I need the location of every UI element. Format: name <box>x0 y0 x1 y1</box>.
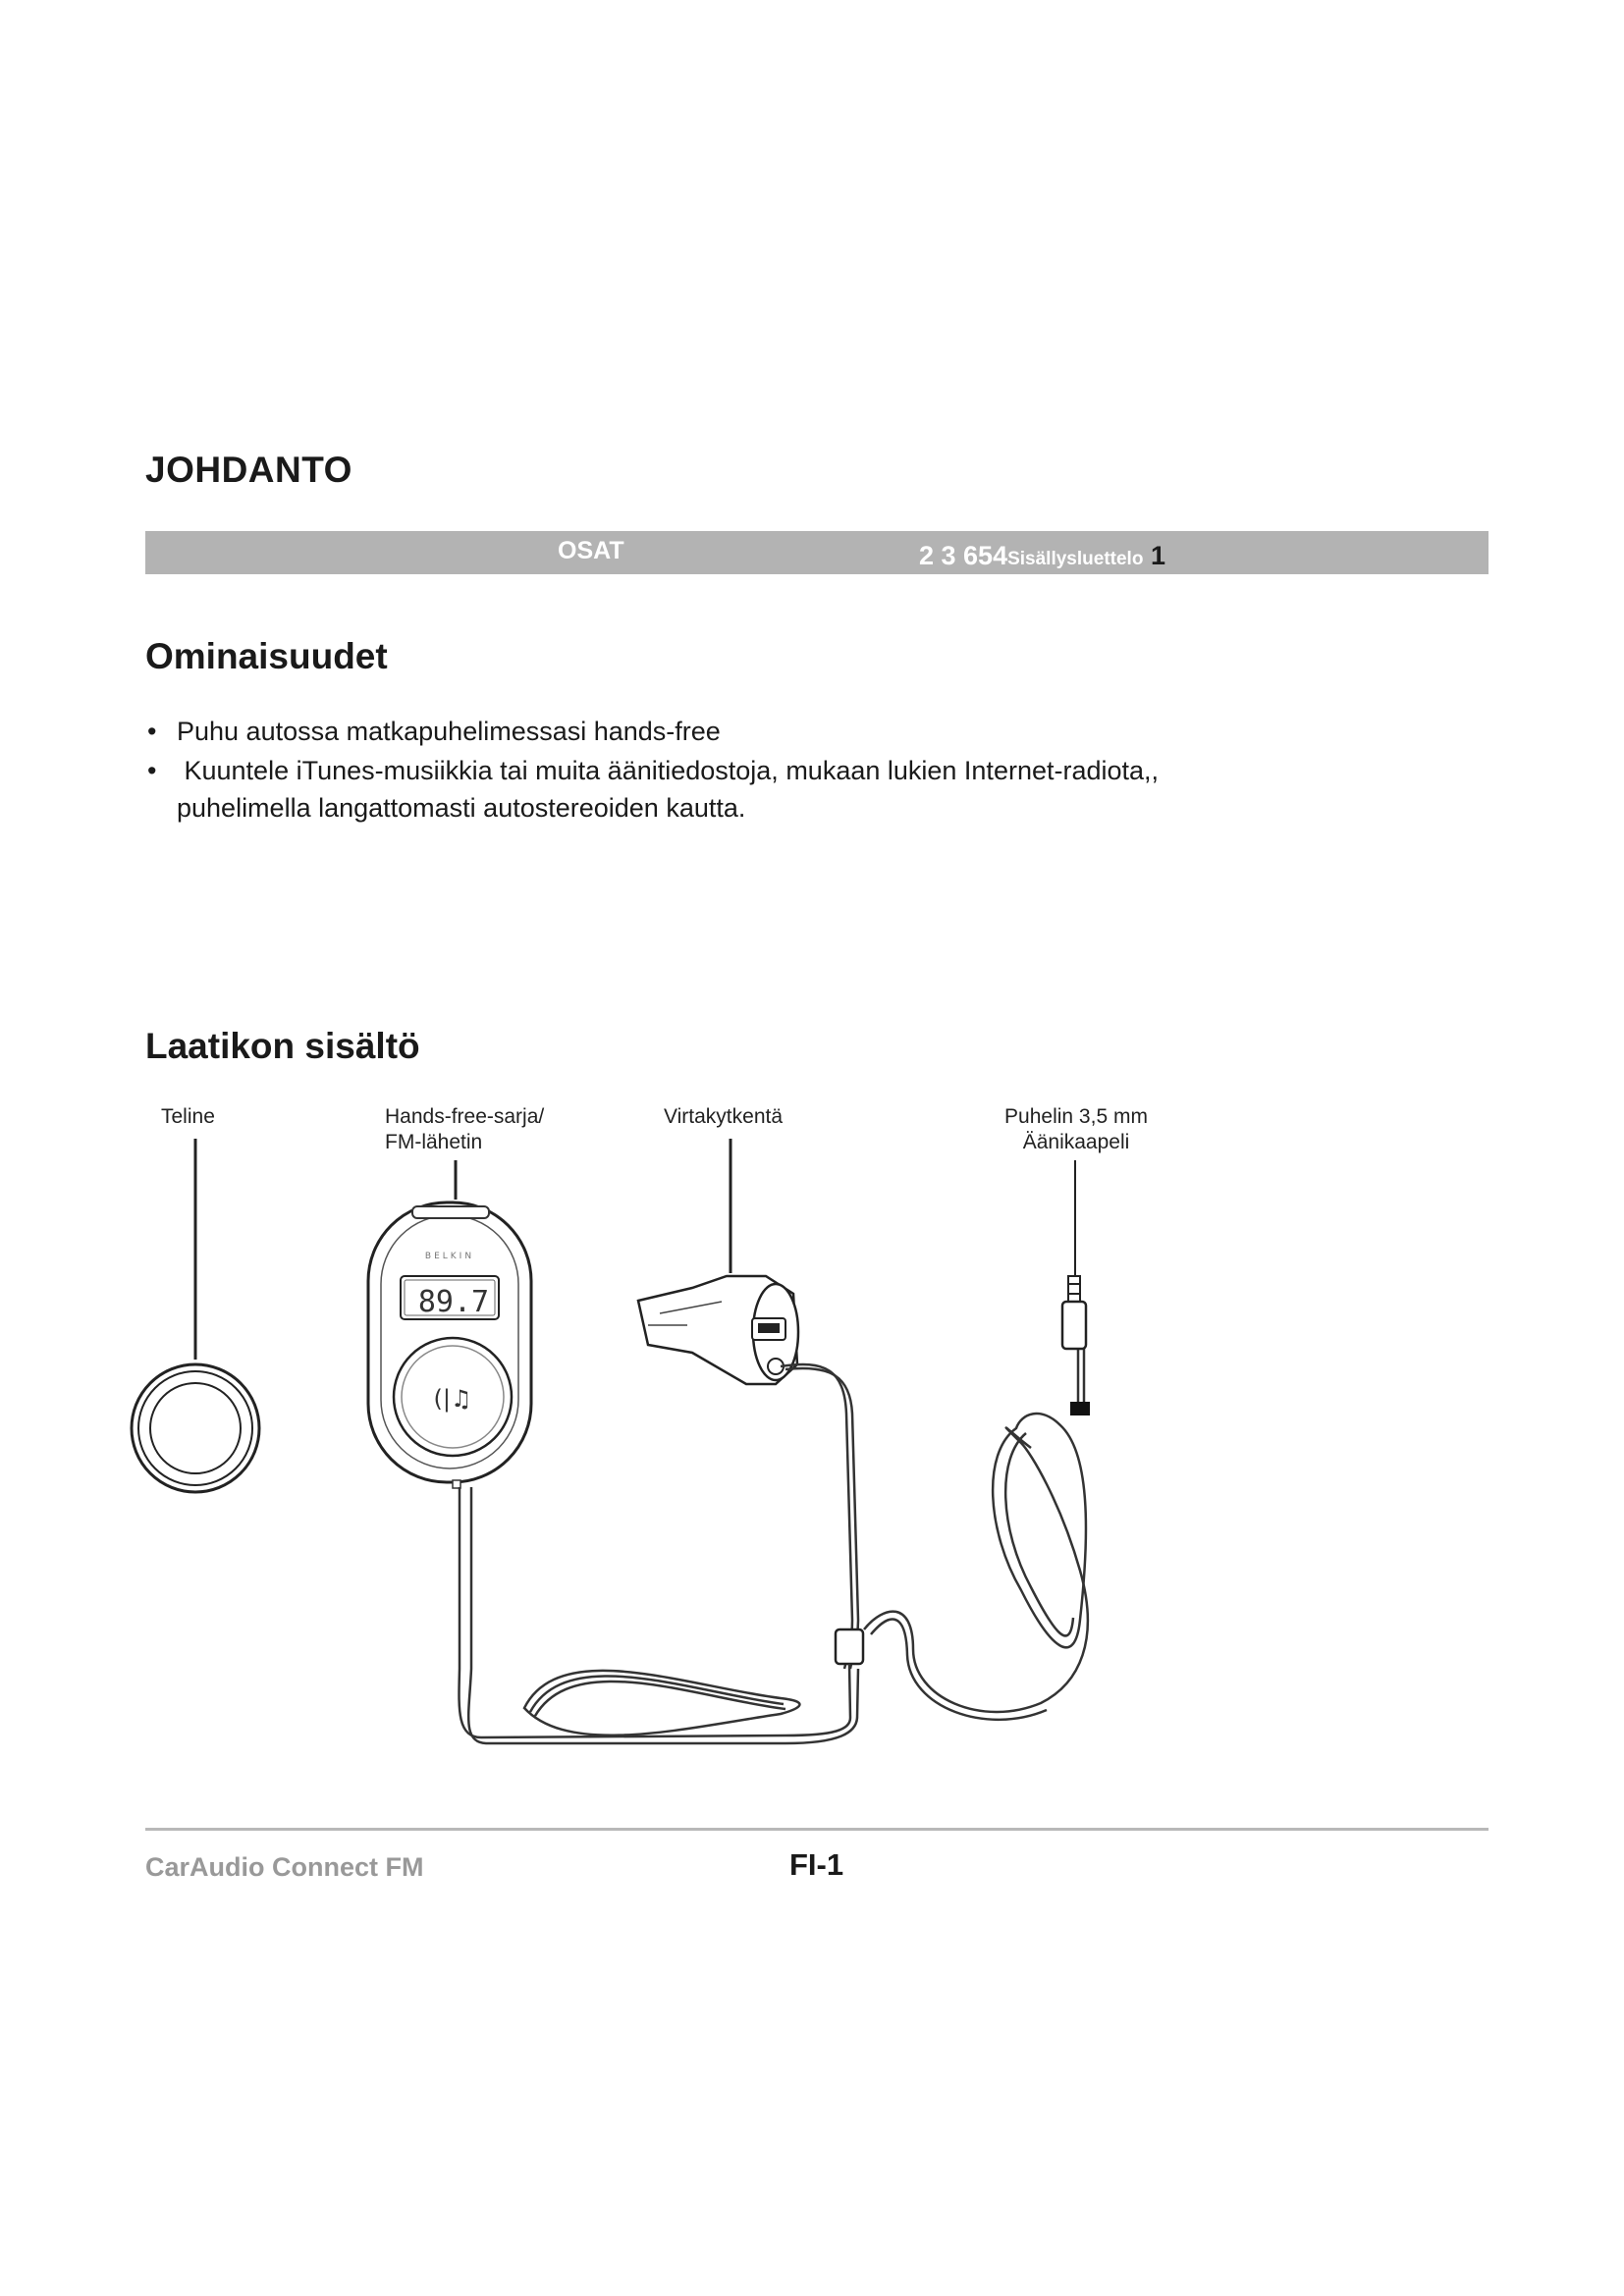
car-power-adapter-icon <box>638 1276 798 1384</box>
nav-numbers[interactable]: 2 3 654 <box>919 541 1008 570</box>
footer-divider <box>145 1828 1489 1831</box>
label-line: Puhelin 3,5 mm <box>1004 1105 1148 1128</box>
list-item-text: Puhu autossa matkapuhelimessasi hands-free <box>177 717 721 746</box>
footer-product-name: CarAudio Connect FM <box>145 1852 424 1882</box>
phone-music-icon: (|♫ <box>433 1385 472 1413</box>
device-logo: BELKIN <box>424 1252 475 1261</box>
handsfree-device-icon <box>368 1202 531 1488</box>
label-line: Teline <box>161 1105 215 1128</box>
list-item-text-continued: puhelimella langattomasti autostereoiden kautta. <box>177 793 746 823</box>
footer-page-number: FI-1 <box>789 1847 844 1882</box>
cable-lines <box>459 1325 1087 1743</box>
label-line: Äänikaapeli <box>1022 1131 1130 1153</box>
label-line: Virtakytkentä <box>664 1105 784 1128</box>
holder-ring-icon <box>132 1364 259 1492</box>
list-item-text: Kuuntele iTunes-musiikkia tai muita äänitiedostoja, mukaan lukien Internet-radiota,, <box>177 756 1160 785</box>
bullet-icon: • <box>147 756 157 785</box>
device-display-frequency: 89.7 <box>417 1285 490 1319</box>
page-title: JOHDANTO <box>145 450 352 490</box>
label-line: Hands-free-sarja/ <box>385 1105 545 1128</box>
nav-tab-osat[interactable]: OSAT <box>558 537 624 564</box>
label-line: FM-lähetin <box>385 1131 483 1153</box>
nav-current-page: 1 <box>1150 541 1165 570</box>
audio-jack-icon <box>1062 1276 1090 1415</box>
features-heading: Ominaisuudet <box>145 636 388 676</box>
box-contents-heading: Laatikon sisältö <box>145 1026 420 1066</box>
nav-toc-link[interactable]: Sisällysluettelo <box>1007 549 1144 569</box>
bullet-icon: • <box>147 717 157 746</box>
